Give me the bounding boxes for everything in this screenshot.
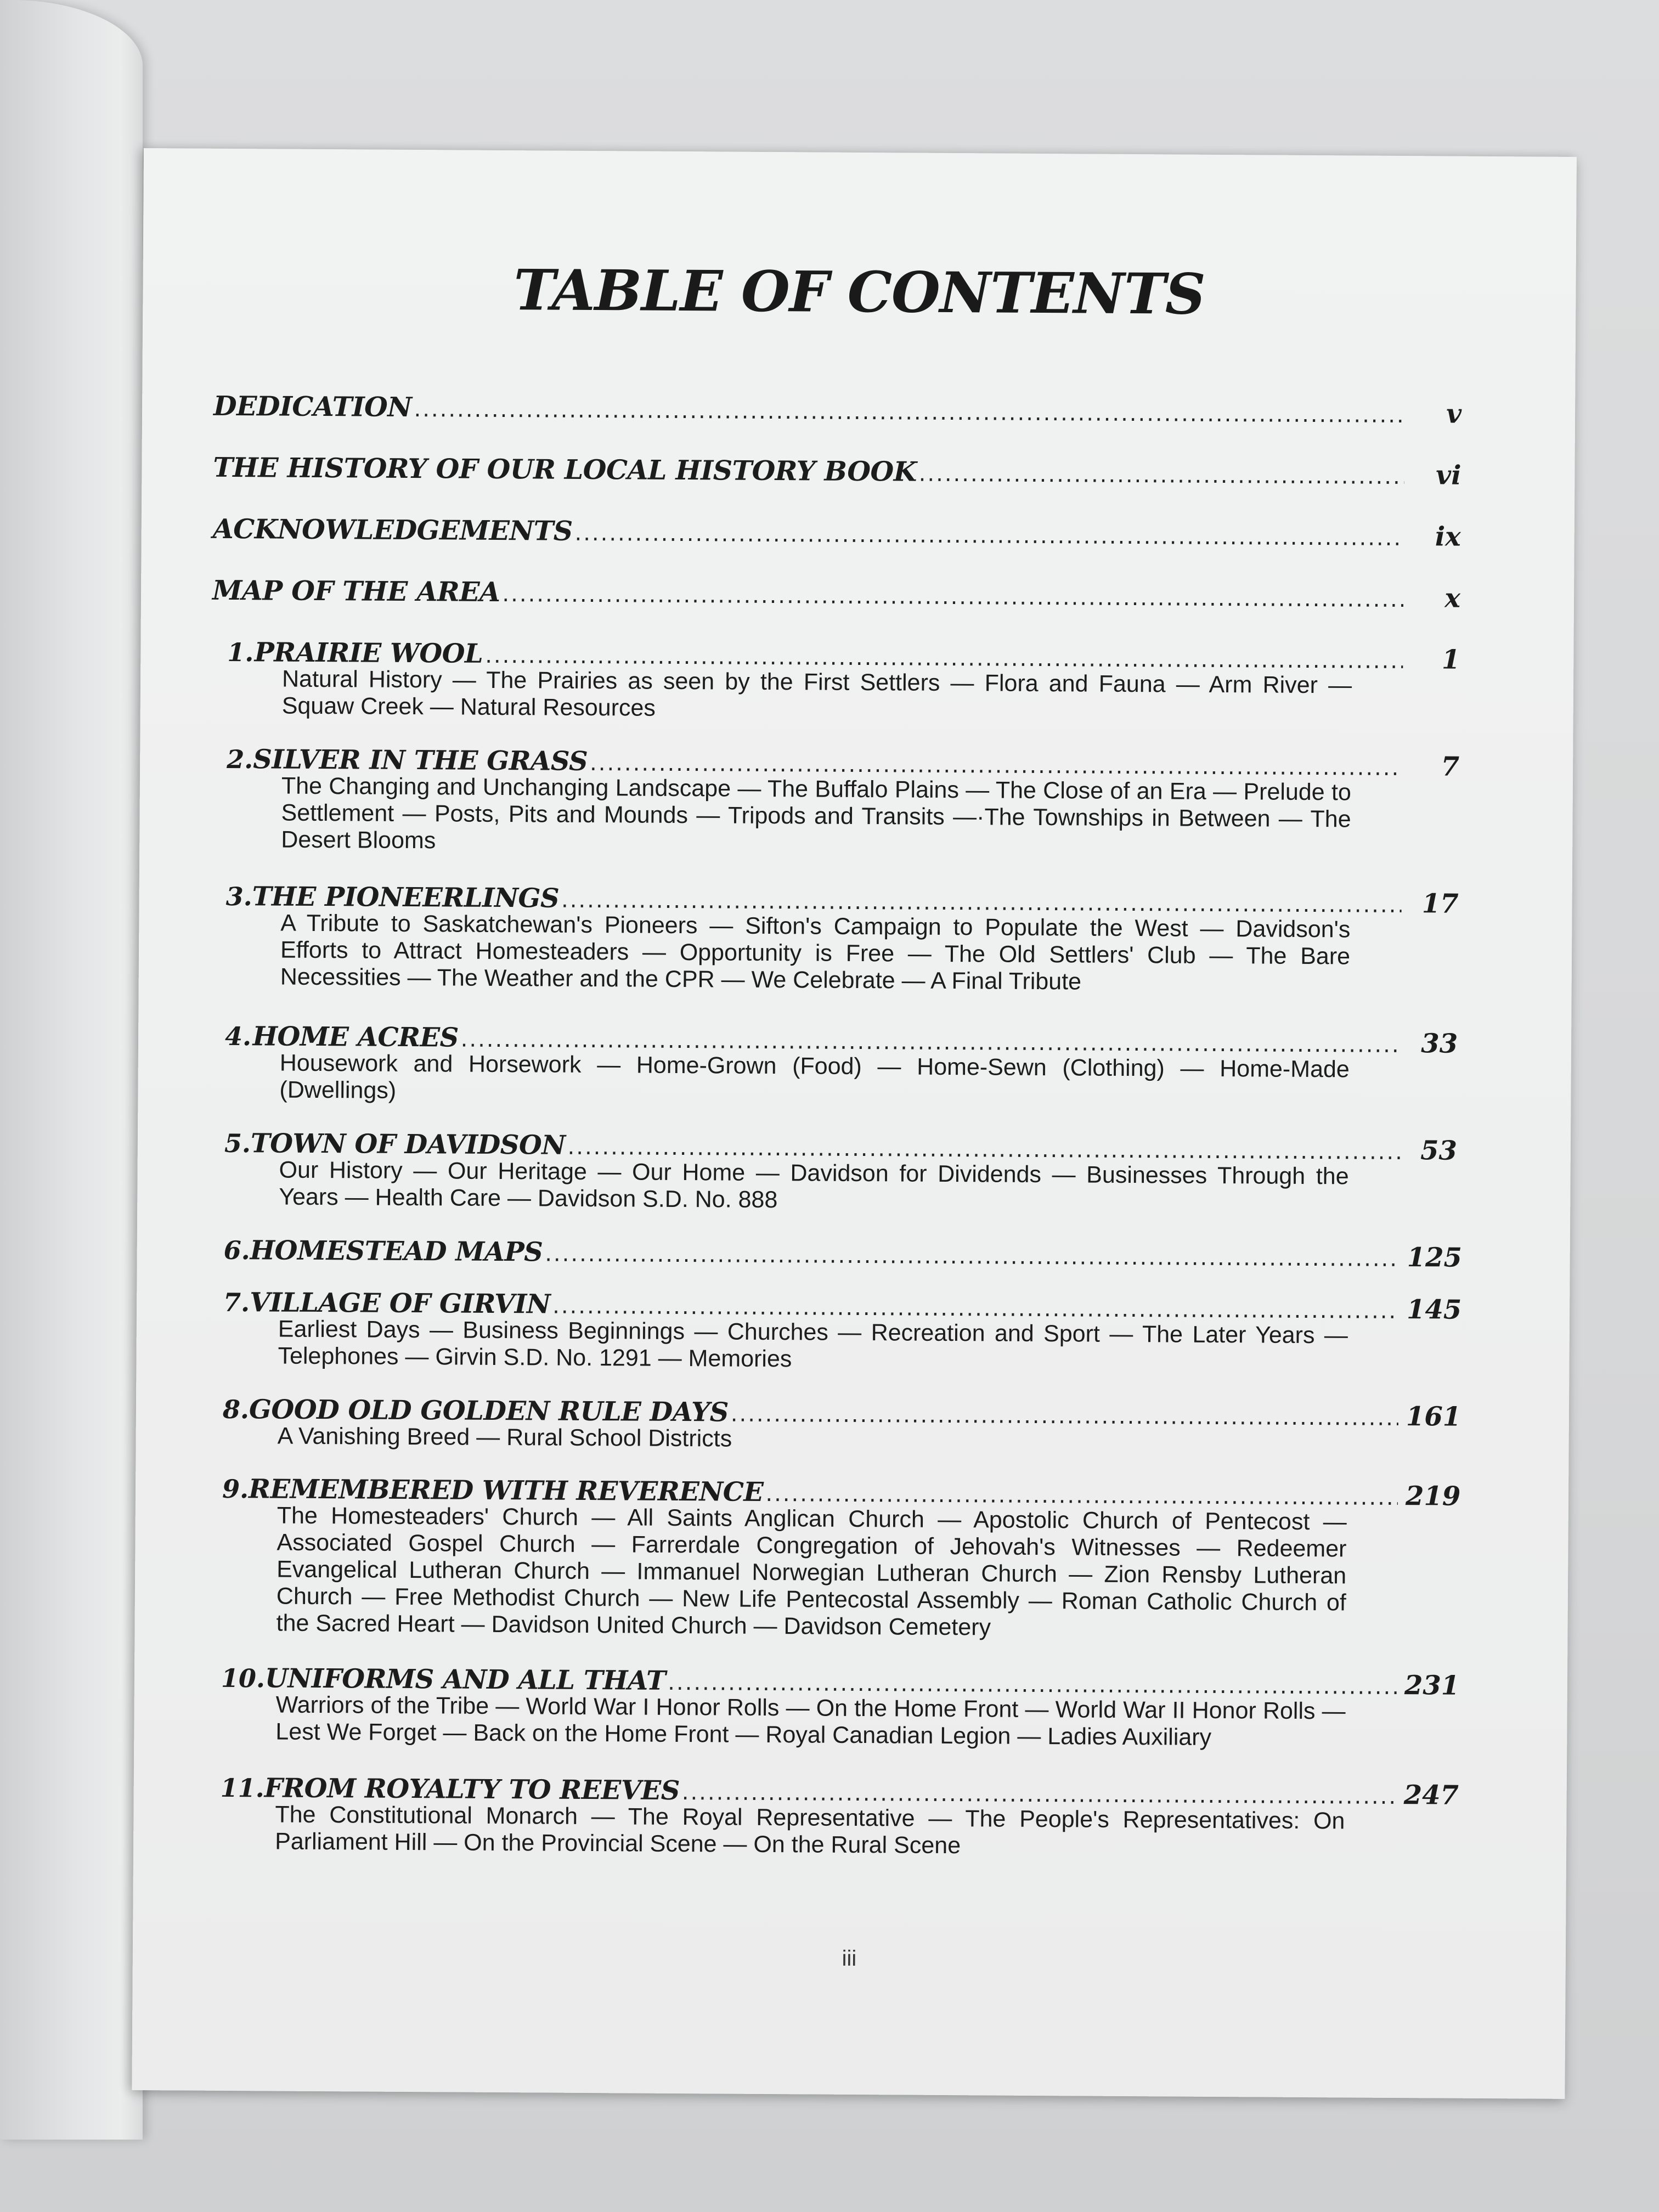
- chapter-title: SILVER IN THE GRASS: [253, 744, 588, 777]
- chapter-title: TOWN OF DAVIDSON: [250, 1128, 566, 1161]
- toc-chapter-7: [207, 1287, 1462, 1377]
- chapter-title: REMEMBERED WITH REVERENCE: [248, 1474, 764, 1508]
- toc-chapter-9: [206, 1474, 1461, 1644]
- chapter-description: Natural History — The Prairies as seen by the First Settlers — Flora and Fauna — Arm River — Squaw Creek — Natural Resources: [281, 665, 1352, 721]
- chapter-number: 11.: [220, 1773, 264, 1803]
- dot-leader: [502, 582, 1403, 612]
- toc-chapter-3: [210, 881, 1459, 998]
- chapter-title: THE PIONEERLINGS: [252, 881, 560, 914]
- chapter-description: The Constitutional Monarch — The Royal Representative — The People's Representatives: On Parliament Hill — On the Provincial Scene — On the Rural Scene: [275, 1801, 1345, 1859]
- chapter-page-number: 145: [1406, 1294, 1462, 1325]
- chapter-title: GOOD OLD GOLDEN RULE DAYS: [249, 1394, 729, 1428]
- entry-page-number: vi: [1436, 460, 1462, 491]
- chapter-title: PRAIRIE WOOL: [254, 637, 483, 669]
- entry-title: THE HISTORY OF OUR LOCAL HISTORY BOOK: [213, 451, 917, 488]
- toc-entry-history-book: [213, 452, 1461, 491]
- entry-page-number: x: [1444, 583, 1461, 614]
- entry-page-number: ix: [1435, 521, 1461, 552]
- chapter-page-number: 1: [1441, 644, 1460, 675]
- dot-leader: [574, 521, 1403, 551]
- dot-leader: [414, 397, 1404, 428]
- chapter-page-number: 17: [1421, 888, 1459, 919]
- chapter-description: A Tribute to Saskatchewan's Pioneers — Sifton's Campaign to Populate the West — Davidson's Efforts to Attract Homesteaders — Opportunity is Free — The Old Settlers' Club — The Bare Necessities — The Weather and the CPR — We Celebrate — A Final Tribute: [280, 910, 1351, 995]
- chapter-page-number: 161: [1406, 1401, 1462, 1432]
- entry-title: ACKNOWLEDGEMENTS: [212, 512, 573, 547]
- chapter-page-number: 247: [1403, 1780, 1459, 1811]
- toc-chapter-6: [208, 1235, 1463, 1273]
- dot-leader: [731, 1402, 1398, 1431]
- chapter-number: 6.: [223, 1235, 250, 1266]
- chapter-page-number: 7: [1441, 751, 1460, 782]
- toc-chapter-1: [212, 637, 1460, 727]
- chapter-title: UNIFORMS AND ALL THAT: [264, 1663, 666, 1696]
- chapter-description: The Homesteaders' Church — All Saints Anglican Church — Apostolic Church of Pentecost — Associated Gospel Church — Farrerdale Congregation of Jehovah's Witnesses — Redeemer Evangelical Lutheran Church — Immanuel Norwegian Lutheran Church — Zion Rensby Lutheran Church — Free Methodist Church — New Life Pentecostal Assembly — Roman Catholic Church of the Sacred Heart — Davidson United Church — Davidson Cemetery: [276, 1502, 1347, 1641]
- chapter-page-number: 125: [1407, 1242, 1463, 1273]
- dot-leader: [919, 461, 1404, 489]
- entry-title: DEDICATION: [213, 390, 412, 423]
- chapter-number: 1.: [227, 637, 254, 668]
- chapter-title: VILLAGE OF GIRVIN: [250, 1287, 551, 1320]
- left-page-edge: [0, 0, 143, 2140]
- entry-title: MAP OF THE AREA: [212, 574, 500, 608]
- chapter-description: The Changing and Unchanging Landscape — The Buffalo Plains — The Close of an Era — Prelude to Settlement — Posts, Pits and Mounds — Tripods and Transits —·The Townships in Between — The Desert Blooms: [281, 772, 1352, 854]
- toc-entry-dedication: [213, 390, 1462, 430]
- chapter-number: 9.: [222, 1474, 249, 1504]
- toc-entry-map: [212, 574, 1460, 614]
- chapter-number: 3.: [225, 881, 252, 912]
- toc-chapter-10: [205, 1663, 1460, 1753]
- chapter-number: 7.: [223, 1287, 250, 1318]
- chapter-title: HOMESTEAD MAPS: [250, 1235, 543, 1268]
- dot-leader: [545, 1242, 1400, 1272]
- chapter-description: Housework and Horsework — Home-Grown (Food) — Home-Sewn (Clothing) — Home-Made (Dwellings): [279, 1049, 1350, 1104]
- chapter-page-number: 33: [1421, 1028, 1458, 1059]
- toc-chapter-11: [205, 1773, 1459, 1863]
- toc-chapter-4: [209, 1021, 1458, 1111]
- chapter-page-number: 231: [1404, 1670, 1460, 1701]
- chapter-number: 8.: [222, 1394, 250, 1425]
- book-page: [132, 148, 1577, 2099]
- chapter-number: 4.: [224, 1021, 252, 1052]
- toc-entry-acknowledgements: [213, 513, 1461, 552]
- chapter-page-number: 53: [1420, 1135, 1458, 1166]
- chapter-description: Earliest Days — Business Beginnings — Churches — Recreation and Sport — The Later Years — Telephones — Girvin S.D. No. 1291 — Memories: [278, 1316, 1348, 1373]
- chapter-title: HOME ACRES: [252, 1021, 459, 1053]
- toc-chapter-8: [207, 1394, 1462, 1457]
- chapter-title: FROM ROYALTY TO REEVES: [264, 1773, 680, 1807]
- entry-page-number: v: [1446, 398, 1462, 430]
- chapter-number: 10.: [221, 1663, 266, 1694]
- toc-chapter-5: [208, 1128, 1457, 1218]
- chapter-number: 5.: [224, 1128, 251, 1159]
- chapter-number: 2.: [227, 744, 253, 775]
- page-title: TABLE OF CONTENTS: [513, 257, 1205, 328]
- chapter-description: Our History — Our Heritage — Our Home — Davidson for Dividends — Businesses Through the Years — Health Care — Davidson S.D. No. 888: [279, 1156, 1349, 1214]
- toc-chapter-2: [211, 744, 1459, 861]
- chapter-description: Warriors of the Tribe — World War I Honor Rolls — On the Home Front — World War II Honor Rolls — Lest We Forget — Back on the Home Front — Royal Canadian Legion — Ladies Auxiliary: [275, 1691, 1346, 1751]
- chapter-description: A Vanishing Breed — Rural School Districts: [277, 1423, 732, 1452]
- page-folio: iii: [842, 1946, 857, 1971]
- chapter-page-number: 219: [1405, 1481, 1461, 1512]
